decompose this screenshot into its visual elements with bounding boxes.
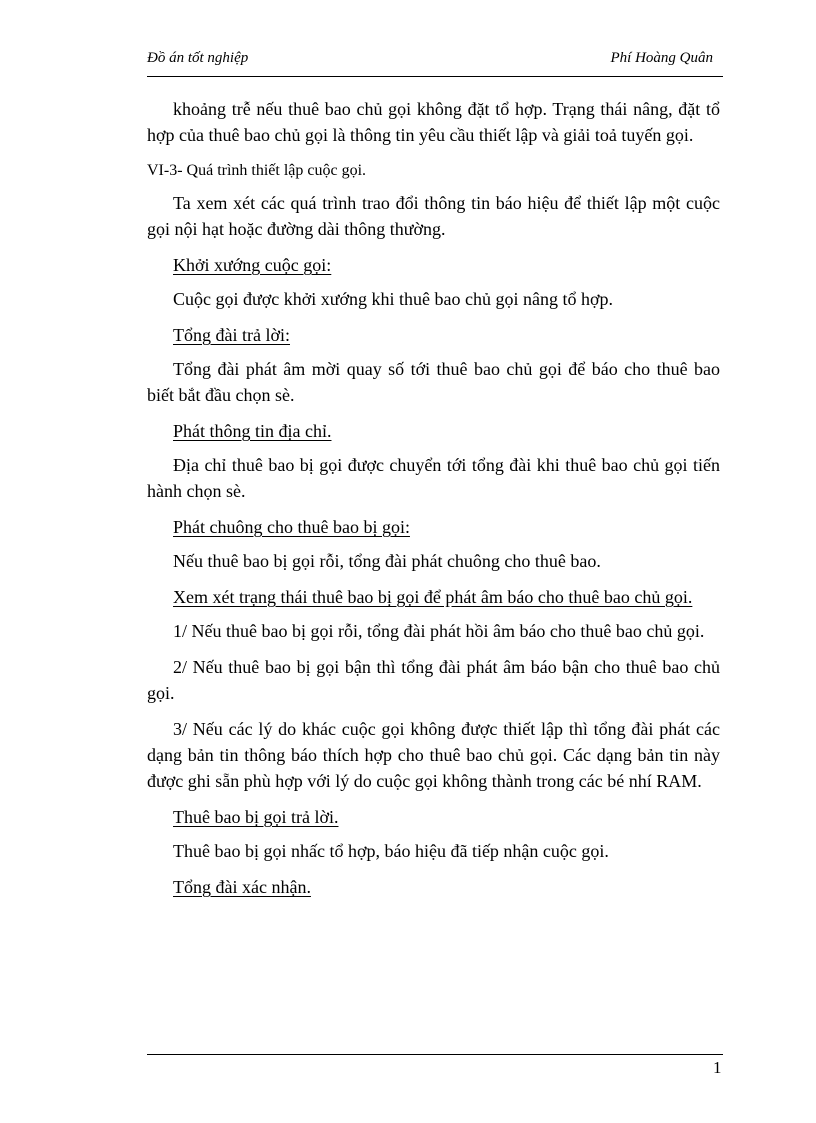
paragraph-delay-continuation: khoảng trễ nếu thuê bao chủ gọi không đặt tổ hợp. Trạng thái nâng, đặt tổ hợp của thuê bao chủ gọi là thông tin yêu cầu thiết lập và giải toả tuyến gọi.: [147, 99, 720, 145]
paragraph-address-info: Địa chỉ thuê bao bị gọi được chuyển tới tổng đài khi thuê bao chủ gọi tiến hành chọn sè.: [147, 455, 720, 501]
heading-called-answers-text: Thuê bao bị gọi trả lời.: [173, 807, 339, 827]
heading-call-initiation-text: Khởi xướng cuộc gọi:: [173, 255, 332, 275]
paragraph-case-3: 3/ Nếu các lý do khác cuộc gọi không được thiết lập thì tổng đài phát các dạng bản tin thông báo thích hợp cho thuê bao chủ gọi. Các dạng bản tin này được ghi sẵn phù hợp với lý do cuộc gọi không thành trong các bé nhí RAM.: [147, 719, 720, 791]
paragraph-call-initiation: Cuộc gọi được khởi xướng khi thuê bao chủ gọi nâng tổ hợp.: [173, 289, 614, 309]
page-body: [147, 96, 720, 908]
heading-address-info-text: Phát thông tin địa chỉ.: [173, 421, 332, 441]
paragraph-ringing: Nếu thuê bao bị gọi rỗi, tổng đài phát chuông cho thuê bao.: [173, 551, 601, 571]
heading-address-info: [147, 418, 720, 444]
heading-ringing-text: Phát chuông cho thuê bao bị gọi:: [173, 517, 410, 537]
page-number: 1: [713, 1058, 722, 1077]
heading-called-state: [147, 584, 720, 610]
paragraph-called-answers: Thuê bao bị gọi nhấc tổ hợp, báo hiệu đã tiếp nhận cuộc gọi.: [173, 841, 609, 861]
paragraph-case-2: 2/ Nếu thuê bao bị gọi bận thì tổng đài phát âm báo bận cho thuê bao chủ gọi.: [147, 657, 720, 703]
header-author: Phí Hoàng Quân: [610, 50, 713, 66]
paragraph-case-1: 1/ Nếu thuê bao bị gọi rỗi, tổng đài phát hồi âm báo cho thuê bao chủ gọi.: [173, 621, 705, 641]
header-divider: [147, 76, 723, 77]
paragraph-intro: Ta xem xét các quá trình trao đổi thông tin báo hiệu để thiết lập một cuộc gọi nội hạt hoặc đường dài thông thường.: [147, 193, 720, 239]
heading-called-state-text: Xem xét trạng thái thuê bao bị gọi để phát âm báo cho thuê bao chủ gọi.: [173, 587, 693, 607]
header-document-title: Đồ án tốt nghiệp: [147, 50, 249, 66]
heading-call-initiation: [147, 252, 720, 278]
footer-divider: [147, 1054, 723, 1055]
heading-ringing: [147, 514, 720, 540]
heading-exchange-response: [147, 322, 720, 348]
heading-exchange-confirm: [147, 874, 720, 900]
page-header: [147, 48, 723, 70]
heading-called-answers: [147, 804, 720, 830]
section-title: VI-3- Quá trình thiết lập cuộc gọi.: [147, 162, 367, 179]
heading-exchange-confirm-text: Tổng đài xác nhận.: [173, 877, 311, 897]
heading-exchange-response-text: Tổng đài trả lời:: [173, 325, 290, 345]
paragraph-exchange-response: Tổng đài phát âm mời quay số tới thuê bao chủ gọi để báo cho thuê bao biết bắt đầu chọn sè.: [147, 359, 720, 405]
